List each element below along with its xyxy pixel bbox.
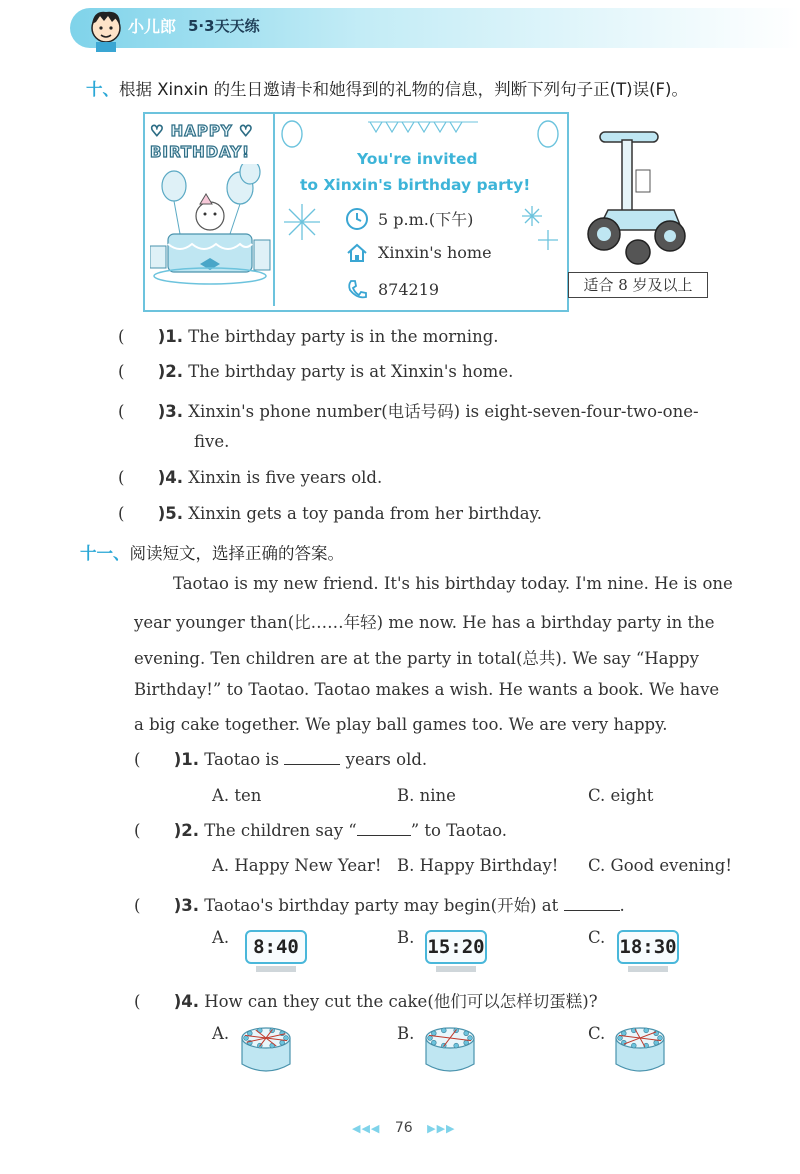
item-text: Xinxin's phone number(电话号码) is eight-seven-four-two-one- [188, 402, 699, 421]
question-text: How can they cut the cake(他们可以怎样切蛋糕)? [204, 992, 598, 1011]
item-text: The birthday party is at Xinxin's home. [188, 362, 514, 381]
page-header [0, 0, 800, 48]
invite-line-1: You're invited [357, 150, 478, 168]
invite-line-2: to Xinxin's birthday party! [300, 176, 531, 194]
home-icon [345, 241, 369, 265]
section-11-instruction: 阅读短文，选择正确的答案。 [129, 544, 344, 563]
option-c[interactable]: C. eight [588, 786, 654, 805]
option-b[interactable]: B. nine [397, 786, 456, 805]
answer-blank[interactable] [284, 764, 340, 765]
prev-arrows-icon: ◀◀◀ [352, 1122, 381, 1135]
option-a-label: A. [212, 928, 230, 947]
question-text: Taotao's birthday party may begin(开始) at [204, 896, 559, 915]
answer-paren[interactable]: ( [134, 896, 141, 915]
item-number: )3. [157, 402, 183, 421]
option-a[interactable]: A. Happy New Year! [212, 856, 382, 875]
tf-item-3-continuation: five. [194, 432, 230, 451]
section-10-number: 十、 [86, 80, 119, 99]
brand-logo: 小儿郎 [128, 17, 177, 36]
item-text: Xinxin gets a toy panda from her birthday. [188, 504, 542, 523]
digital-clock-a[interactable]: 8:40 [245, 930, 307, 964]
option-c-label: C. [588, 928, 606, 947]
tf-item-4 [118, 468, 382, 487]
answer-paren[interactable]: ( [134, 750, 141, 769]
item-number: )2. [157, 362, 183, 381]
party-time: 5 p.m.(下午) [378, 210, 474, 229]
section-11-title [80, 540, 344, 564]
passage-line-5: a big cake together. We play ball games too. We are very happy. [134, 715, 668, 734]
clock-stand [628, 966, 668, 972]
passage-line-4: Birthday!” to Taotao. Taotao makes a wish. He wants a book. We have [134, 680, 720, 699]
item-number: )5. [157, 504, 183, 523]
question-3 [134, 892, 625, 916]
question-number: )2. [173, 821, 199, 840]
tf-item-3 [118, 398, 699, 422]
party-place: Xinxin's home [378, 243, 492, 262]
option-b-label: B. [397, 1024, 415, 1043]
page-footer [352, 1120, 456, 1136]
item-number: )4. [157, 468, 183, 487]
digital-clock-c[interactable]: 18:30 [617, 930, 679, 964]
cake-option-c-icon[interactable] [612, 1020, 668, 1078]
gift-age-tag: 适合 8 岁及以上 [568, 272, 708, 298]
answer-paren[interactable]: ( [134, 992, 141, 1011]
tf-item-1 [118, 327, 499, 346]
question-text: . [619, 896, 625, 915]
happy-text: ♡ HAPPY ♡ [150, 122, 254, 140]
item-text: The birthday party is in the morning. [188, 327, 499, 346]
answer-paren[interactable]: ( [118, 362, 125, 381]
option-c-label: C. [588, 1024, 606, 1043]
tf-item-5 [118, 504, 542, 523]
boy-mascot-icon [82, 6, 130, 54]
section-11-number: 十一、 [80, 544, 130, 563]
birthday-text: BIRTHDAY! [150, 143, 251, 161]
question-2 [134, 821, 507, 840]
question-1 [134, 750, 427, 769]
tf-item-2 [118, 362, 513, 381]
cake-option-a-icon[interactable] [238, 1020, 294, 1078]
answer-paren[interactable]: ( [118, 504, 125, 523]
question-text: The children say “ [204, 821, 357, 840]
option-a-label: A. [212, 1024, 230, 1043]
option-a[interactable]: A. ten [212, 786, 262, 805]
passage-line-1: Taotao is my new friend. It's his birthday today. I'm nine. He is one [173, 574, 733, 593]
section-10-instruction: 根据 Xinxin 的生日邀请卡和她得到的礼物的信息，判断下列句子正(T)误(F)。 [119, 80, 688, 99]
passage-line-2: year younger than(比……年轻) me now. He has a birthday party in the [134, 613, 715, 632]
clock-icon [345, 207, 369, 231]
series-title: 5·3天天练 [188, 17, 260, 35]
phone-icon [345, 278, 369, 302]
next-arrows-icon: ▶▶▶ [427, 1122, 456, 1135]
firework-icon [280, 200, 324, 244]
party-phone: 874219 [378, 280, 440, 299]
cake-illustration-icon [150, 164, 272, 304]
question-4 [134, 988, 598, 1012]
answer-blank[interactable] [357, 835, 411, 836]
option-b-label: B. [397, 928, 415, 947]
firework-icon [520, 204, 560, 252]
item-text: Xinxin is five years old. [188, 468, 383, 487]
option-b[interactable]: B. Happy Birthday! [397, 856, 559, 875]
clock-stand [436, 966, 476, 972]
question-number: )1. [173, 750, 199, 769]
question-text: years old. [345, 750, 428, 769]
item-number: )1. [157, 327, 183, 346]
page-number: 76 [394, 1120, 413, 1136]
answer-paren[interactable]: ( [134, 821, 141, 840]
clock-stand [256, 966, 296, 972]
question-text: Taotao is [204, 750, 280, 769]
digital-clock-b[interactable]: 15:20 [425, 930, 487, 964]
passage-line-3: evening. Ten children are at the party in total(总共). We say “Happy [134, 649, 699, 668]
section-10-title [86, 76, 688, 100]
question-number: )4. [173, 992, 199, 1011]
option-c[interactable]: C. Good evening! [588, 856, 732, 875]
scooter-gift-icon [578, 126, 688, 270]
answer-paren[interactable]: ( [118, 327, 125, 346]
question-text: ” to Taotao. [410, 821, 508, 840]
answer-paren[interactable]: ( [118, 402, 125, 421]
cake-option-b-icon[interactable] [422, 1020, 478, 1078]
answer-paren[interactable]: ( [118, 468, 125, 487]
answer-blank[interactable] [564, 910, 620, 911]
header-band [70, 8, 800, 48]
question-number: )3. [173, 896, 199, 915]
